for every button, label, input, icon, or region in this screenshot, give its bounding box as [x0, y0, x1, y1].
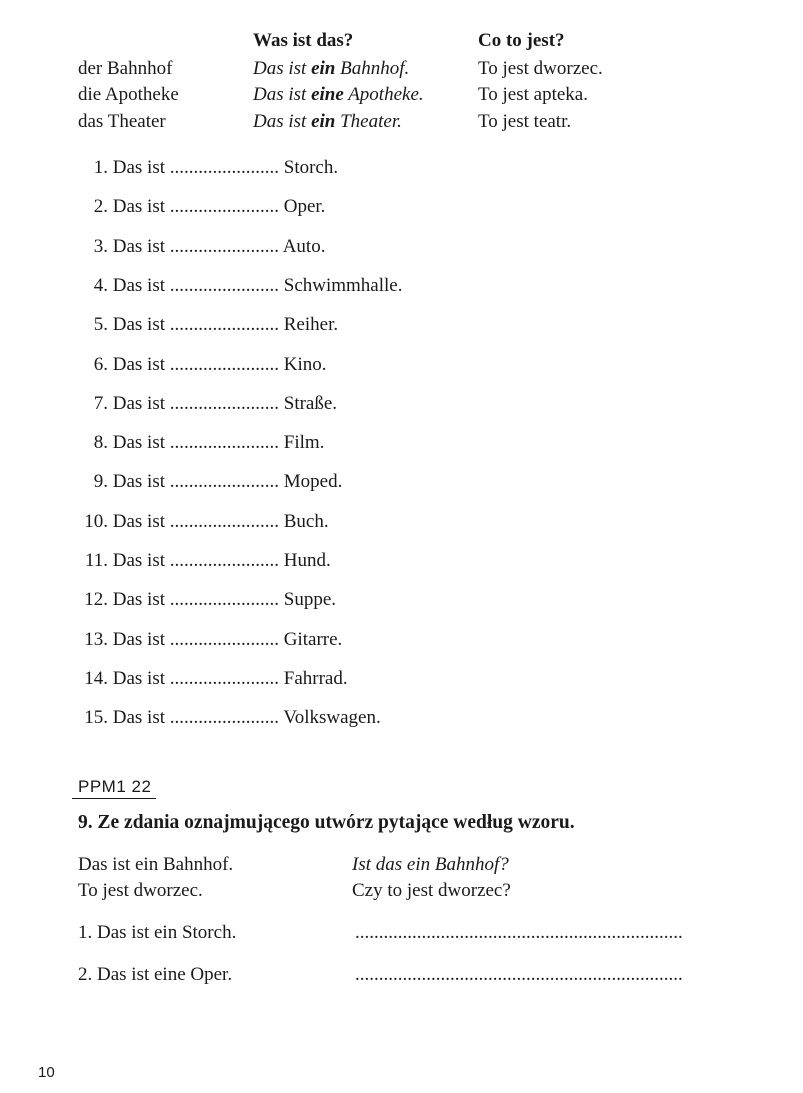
- item-prefix: Das ist: [112, 314, 165, 336]
- item-noun: Fahrrad.: [283, 667, 348, 689]
- answer-blank: .......................: [169, 274, 279, 296]
- answer-blank: .......................: [169, 510, 279, 532]
- sentence-end: Apotheke.: [343, 84, 424, 105]
- item-number: 7.: [93, 392, 108, 414]
- answer-blank: .......................: [169, 550, 279, 571]
- answer-blank: .......................: [169, 353, 279, 375]
- exercise-item: [78, 668, 348, 690]
- item-prefix: Das ist: [112, 550, 165, 571]
- article: ein: [311, 58, 336, 79]
- item-noun: Moped.: [283, 471, 343, 493]
- exercise-item: [78, 511, 329, 533]
- answer-blank: .......................: [169, 196, 279, 218]
- table-translation-polish: To jest teatr.: [478, 111, 572, 132]
- sentence-start: Das ist: [253, 84, 312, 105]
- item-number: 9.: [93, 471, 108, 493]
- exercise-item: [78, 393, 337, 415]
- item-noun: Auto.: [282, 235, 326, 257]
- item-number: 10.: [84, 510, 108, 532]
- example-statement-polish: To jest dworzec.: [78, 880, 203, 901]
- exercise-code: PPM1 22: [72, 776, 156, 799]
- table-sentence-german: [253, 84, 424, 106]
- item-number: 6.: [93, 353, 108, 375]
- item-prefix: Das ist: [112, 392, 165, 414]
- exercise-item: [78, 275, 402, 297]
- exercise9-item-text: 2. Das ist eine Oper.: [78, 964, 233, 985]
- exercise-item: [78, 589, 336, 611]
- item-number: 12.: [84, 589, 108, 611]
- article: ein: [311, 111, 336, 132]
- example-question-german: Ist das ein Bahnhof?: [352, 854, 509, 875]
- answer-blank: .......................: [169, 157, 279, 178]
- exercise-item: [78, 432, 324, 454]
- answer-line: .....................................................................: [355, 964, 683, 985]
- answer-blank: .......................: [169, 667, 279, 689]
- item-noun: Schwimmhalle.: [283, 274, 403, 296]
- item-prefix: Das ist: [112, 157, 165, 178]
- answer-line: .....................................................................: [355, 922, 683, 943]
- example-question-polish: Czy to jest dworzec?: [352, 880, 511, 901]
- item-prefix: Das ist: [112, 235, 165, 257]
- item-noun: Suppe.: [283, 589, 336, 611]
- answer-blank: .......................: [169, 235, 279, 257]
- answer-blank: .......................: [169, 628, 279, 650]
- table-sentence-german: [253, 111, 402, 133]
- example-statement-german: Das ist ein Bahnhof.: [78, 854, 234, 875]
- item-number: 5.: [93, 314, 108, 336]
- item-number: 3.: [93, 235, 108, 257]
- item-prefix: Das ist: [112, 196, 165, 218]
- exercise-item: [78, 354, 327, 376]
- item-number: 14.: [84, 667, 108, 689]
- item-prefix: Das ist: [112, 353, 165, 375]
- table-header-polish: Co to jest?: [478, 30, 565, 51]
- table-translation-polish: To jest apteka.: [478, 84, 588, 105]
- answer-blank: .......................: [169, 432, 279, 454]
- item-prefix: Das ist: [112, 510, 165, 532]
- answer-blank: .......................: [169, 707, 279, 729]
- item-noun: Film.: [283, 432, 325, 454]
- item-prefix: Das ist: [112, 471, 165, 493]
- sentence-start: Das ist: [253, 111, 312, 132]
- table-noun: der Bahnhof: [78, 58, 173, 79]
- exercise-item: [78, 196, 325, 218]
- answer-blank: .......................: [169, 314, 279, 336]
- exercise-item: [78, 157, 338, 179]
- item-prefix: Das ist: [112, 707, 165, 729]
- item-noun: Oper.: [283, 196, 326, 218]
- exercise-item: [78, 707, 381, 729]
- table-noun: die Apotheke: [78, 84, 179, 105]
- item-noun: Kino.: [283, 353, 327, 375]
- page-number: 10: [38, 1064, 55, 1081]
- item-noun: Straße.: [283, 392, 338, 414]
- answer-blank: .......................: [169, 589, 279, 611]
- sentence-end: Bahnhof.: [335, 58, 410, 79]
- item-noun: Gitarre.: [283, 628, 343, 650]
- exercise9-item-text: 1. Das ist ein Storch.: [78, 922, 237, 943]
- exercise-item: [78, 314, 338, 336]
- item-prefix: Das ist: [112, 667, 165, 689]
- item-prefix: Das ist: [112, 589, 165, 611]
- table-sentence-german: [253, 58, 409, 80]
- table-noun: das Theater: [78, 111, 166, 132]
- item-noun: Hund.: [283, 550, 331, 571]
- item-number: 11.: [84, 550, 108, 571]
- article: eine: [311, 84, 344, 105]
- table-header-german: Was ist das?: [253, 30, 354, 51]
- exercise-item: [78, 550, 331, 572]
- item-prefix: Das ist: [112, 432, 165, 454]
- table-translation-polish: To jest dworzec.: [478, 58, 603, 79]
- exercise-instruction: 9. Ze zdania oznajmującego utwórz pytające według wzoru.: [78, 812, 575, 833]
- answer-blank: .......................: [169, 392, 279, 414]
- exercise-item: [78, 236, 325, 258]
- answer-blank: .......................: [169, 471, 279, 493]
- item-number: 15.: [84, 707, 108, 729]
- item-number: 13.: [84, 628, 108, 650]
- item-number: 4.: [93, 274, 108, 296]
- item-noun: Buch.: [283, 510, 329, 532]
- item-prefix: Das ist: [112, 274, 165, 296]
- exercise-item: [78, 471, 342, 493]
- item-noun: Storch.: [283, 157, 339, 178]
- item-noun: Reiher.: [283, 314, 339, 336]
- item-number: 1.: [93, 157, 108, 178]
- item-noun: Volkswagen.: [283, 707, 381, 729]
- item-number: 2.: [93, 196, 108, 218]
- sentence-start: Das ist: [253, 58, 312, 79]
- item-prefix: Das ist: [112, 628, 165, 650]
- item-number: 8.: [93, 432, 108, 454]
- sentence-end: Theater.: [335, 111, 402, 132]
- exercise-item: [78, 629, 342, 651]
